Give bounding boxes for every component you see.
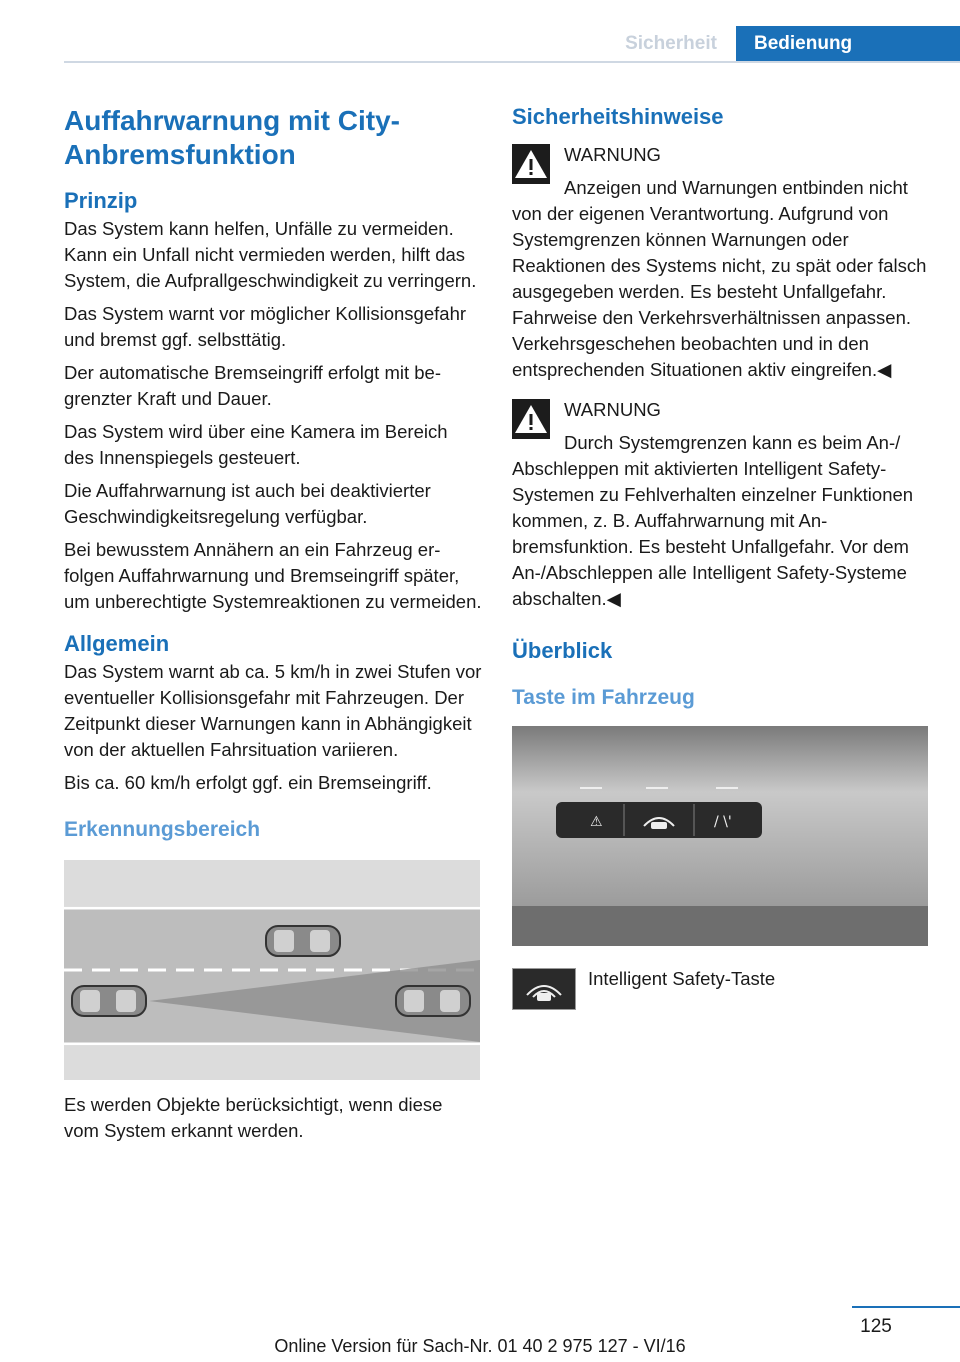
tab-bedienung[interactable] [736, 26, 960, 63]
warning-block-1 [512, 142, 930, 383]
warning-body-1: Anzeigen und Warnungen entbinden nicht von der eigenen Verantwortung. Aufgrund von Systemgrenzen können Warnungen oder Reaktionen des Systems nicht, zu spät oder falsch ausgegeben werden. Es besteht Unfallgefahr. Fahrweise den Verkehrsverhältnissen anpassen. Verkehrsgeschehen beobachten und in den entsprechenden Situationen aktiv eingreifen.◀ [512, 177, 927, 380]
warning-body-2: Durch Systemgrenzen kann es beim An-/ Abschleppen mit aktivierten Intelligent Safety-Systemen zu Fehlverhalten einzelner Funktionen kommen, z. B. Auffahrwarnung mit Anbremsfunktion. Es besteht Unfallgefahr. Vor dem An-/Abschleppen alle Intelligent Safety-Systeme abschalten.◀ [512, 432, 914, 609]
page-number: 125 [860, 1316, 892, 1337]
tab-bedienung-label: Bedienung [754, 33, 853, 54]
detection-range-illustration [64, 860, 480, 1080]
right-column [512, 100, 930, 1010]
footer-text: Online Version für Sach-Nr. 01 40 2 975 127 - VI/16 [274, 1336, 686, 1356]
allgemein-p2: Bis ca. 60 km/h erfolgt ggf. ein Bremseingriff. [64, 772, 432, 793]
warning-block-2 [512, 397, 930, 612]
erkennung-caption: Es werden Objekte berücksichtigt, wenn diese vom System erkannt werden. [64, 1094, 443, 1141]
left-column [64, 100, 482, 1151]
heading-prinzip: Prinzip [64, 188, 138, 213]
detection-range-figure [64, 860, 480, 1080]
prinzip-p5: Die Auffahrwarnung ist auch bei deaktivierter Geschwindigkeitsregelung verfügbar. [64, 480, 431, 527]
svg-text:/ \': / \' [714, 814, 732, 830]
prinzip-p1: Das System kann helfen, Unfälle zu vermeiden. Kann ein Unfall nicht vermieden werden, hilft das System, die Aufprallgeschwindigkeit zu verringern. [64, 218, 477, 291]
car-icon-top [266, 926, 340, 956]
prinzip-p4: Das System wird über eine Kamera im Bereich des Innenspiegels gesteuert. [64, 421, 448, 468]
svg-text:⚠: ⚠ [590, 814, 603, 830]
car-icon-left [72, 986, 146, 1016]
heading-ueberblick: Überblick [512, 638, 613, 663]
tab-sicherheit[interactable]: Sicherheit [625, 33, 717, 54]
intelligent-safety-label: Intelligent Safety-Taste [588, 968, 776, 989]
car-icon-right [396, 986, 470, 1016]
warning-triangle-icon [512, 144, 550, 184]
prinzip-p2: Das System warnt vor möglicher Kollisionsgefahr und bremst ggf. selbsttätig. [64, 303, 467, 350]
warning-triangle-icon [512, 399, 550, 439]
heading-taste-im-fahrzeug: Taste im Fahrzeug [512, 686, 695, 709]
footer-divider [852, 1306, 960, 1308]
heading-erkennungsbereich: Erkennungsbereich [64, 818, 261, 841]
page-title: Auffahrwarnung mit City-Anbremsfunktion [64, 105, 400, 170]
heading-allgemein: Allgemein [64, 631, 170, 656]
button-legend [512, 966, 930, 1010]
button-panel-illustration [512, 726, 928, 946]
prinzip-p3: Der automatische Bremseingriff erfolgt mit begrenzter Kraft und Dauer. [64, 362, 442, 409]
intelligent-safety-button-icon [512, 968, 576, 1010]
vehicle-button-photo [512, 726, 928, 946]
heading-sicherheitshinweise: Sicherheitshinweise [512, 104, 724, 129]
prinzip-p6: Bei bewusstem Annähern an ein Fahrzeug erfolgen Auffahrwarnung und Bremseingriff später, um unberechtigte Systemreaktionen zu vermeiden. [64, 539, 482, 612]
warning-label-1: WARNUNG [564, 144, 661, 165]
allgemein-p1: Das System warnt ab ca. 5 km/h in zwei Stufen vor eventueller Kollisionsgefahr mit Fahrzeugen. Der Zeitpunkt dieser Warnungen kann in Abhängigkeit von der aktuellen Fahrsituation variieren. [64, 661, 482, 760]
header-divider [64, 61, 960, 63]
warning-label-2: WARNUNG [564, 399, 661, 420]
